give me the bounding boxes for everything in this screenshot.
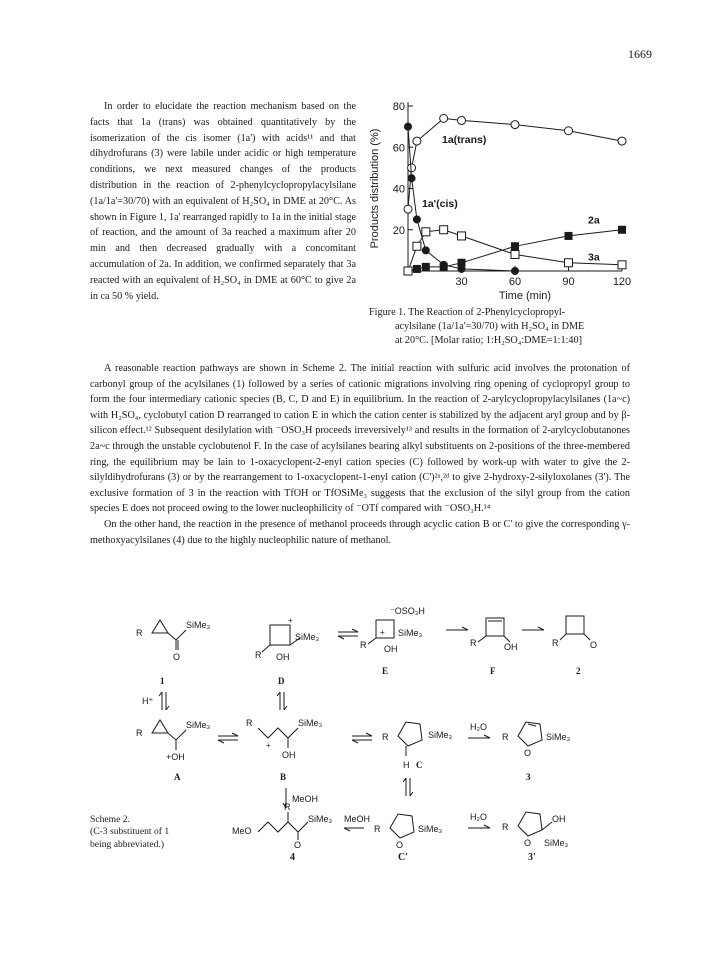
compound-2: [552, 616, 597, 676]
simes-label: SiMe₃: [186, 720, 211, 730]
data-point: [440, 114, 448, 122]
data-point: [565, 232, 573, 240]
compound-D: [255, 616, 320, 686]
label-C: C: [416, 760, 423, 770]
plus-label: +: [380, 628, 385, 637]
o-label: O: [590, 640, 598, 650]
body-paragraph-1: A reasonable reaction pathways are shown in Scheme 2. The initial reaction with sulfuric acid involves the protonation of carbonyl group of the acylsilanes (1) followed by a series of cationic migrations involving ring opening of cyclopropyl group to form the four intermediary cationic species (B, C, D and E) in equilibrium. In the reaction of 2-arylcyclopropylacylsilanes (1a~c) with H₂SO₄, cyclobutyl cation D rearranged to cation E in which the cation center is stabilized by the adjacent aryl group and by β-silicon effect.¹² Subsequent desilylation with ⁻OSO₃H proceeds irreversively¹³ and results in the formation of 2-arylcyclobutanones 2a~c through the unstable cyclobutenol F. In the case of acylsilanes bearing alkyl substituents on 2-positions of the three-membered ring, the equilibrium may be lain to 1-oxacyclopent-2-enyl cation species (C) followed by work-up with water to give the 2-silyldihydrofurans (3) or by the rearrangement to 1-oxacyclopent-1-enyl cation (C')²ᵃ,²ᵈ to give 2-hydroxy-2-silyloxolanes (3'). The exclusive formation of 3 in the reaction with TfOH or TfOSiMe₃ suggests that the exclusion of the silyl group from the cation species E does not proceed owing to the lower nucleophilicity of ⁻OTf compared with ⁻OSO₃H.¹⁴: [90, 363, 630, 515]
o-label: O: [396, 840, 404, 850]
data-point: [618, 137, 626, 145]
h-plus-label: H⁺: [142, 696, 154, 706]
label-E: E: [382, 666, 389, 676]
compound-B: [246, 718, 323, 782]
r-label: R: [502, 822, 509, 832]
body-text: [90, 361, 630, 548]
label-D: D: [278, 676, 285, 686]
data-point: [422, 228, 430, 236]
equilibrium-arrow-vertical: [277, 692, 287, 710]
simes-label: SiMe₃: [298, 718, 323, 728]
o-label: O: [294, 840, 302, 850]
data-point: [511, 242, 519, 250]
r-label: R: [470, 638, 477, 648]
label-3-prime: 3': [528, 852, 536, 863]
oh-label: OH: [276, 652, 290, 662]
label-B: B: [280, 772, 287, 782]
data-point: [565, 127, 573, 135]
simes-label: SiMe₃: [428, 730, 453, 740]
data-point: [458, 116, 466, 124]
data-point: [408, 174, 416, 182]
label-3: 3: [526, 772, 531, 782]
r-label: R: [246, 718, 253, 728]
scheme-2-caption: [90, 814, 200, 851]
r-label: R: [382, 732, 389, 742]
r-label: R: [374, 824, 381, 834]
page-number: 1669: [628, 47, 652, 61]
r-label: R: [136, 728, 143, 738]
data-point: [404, 205, 412, 213]
body-paragraph-2: On the other hand, the reaction in the presence of methanol proceeds through acyclic cation B or C' to give the corresponding γ-methoxyacylsilanes (4) due to the highly nucleophilic nature of methanol.: [90, 518, 630, 546]
simes-label: SiMe₃: [308, 814, 333, 824]
data-point: [422, 263, 430, 271]
data-point: [458, 232, 466, 240]
series-label: 2a: [588, 214, 600, 227]
r-label: R: [255, 650, 262, 660]
figure-caption-line-1: Figure 1. The Reaction of 2-Phenylcyclopropyl-: [369, 307, 566, 318]
figure-1: [360, 96, 630, 362]
h2o-label: H₂O: [470, 722, 487, 732]
reaction-arrow: [468, 825, 490, 828]
meo-label: MeO: [232, 826, 252, 836]
plus-label: +: [266, 741, 271, 750]
data-point: [440, 226, 448, 234]
simes-label: SiMe₃: [418, 824, 443, 834]
data-point: [422, 246, 430, 254]
data-point: [458, 259, 466, 267]
o-label: O: [524, 838, 532, 848]
y-axis-label: Products distribution (%): [369, 128, 381, 249]
scheme-caption-line-3: being abbreviated.): [90, 838, 165, 850]
equilibrium-arrow-vertical: [403, 778, 413, 796]
y-tick-label: 60: [392, 142, 405, 155]
y-tick-label: 40: [392, 183, 405, 196]
simes-label: SiMe₃: [295, 632, 320, 642]
compound-1: [136, 620, 211, 686]
data-point: [511, 121, 519, 129]
scheme-caption-line-2: (C-3 substituent of 1: [90, 826, 170, 838]
data-point: [618, 261, 626, 269]
reaction-arrow: [468, 735, 490, 738]
equilibrium-arrow: [352, 733, 372, 743]
r-label: R: [552, 638, 559, 648]
reaction-arrow: [446, 627, 468, 630]
oh-label: OH: [552, 814, 566, 824]
meoh-label: MeOH: [344, 814, 371, 824]
r-label: R: [360, 640, 367, 650]
figure-caption-line-3: at 20°C. [Molar ratio; 1:H₂SO₄:DME=1:1:40]: [395, 335, 582, 346]
simes-label: SiMe₃: [398, 628, 423, 638]
h2o-label: H₂O: [470, 812, 487, 822]
x-tick-label: 90: [562, 276, 575, 288]
label-F: F: [490, 666, 496, 676]
data-point: [618, 226, 626, 234]
x-tick-label: 120: [612, 276, 632, 288]
y-tick-label: 20: [392, 224, 405, 237]
label-1: 1: [160, 676, 165, 686]
data-point: [511, 251, 519, 259]
figure-1-caption: [369, 306, 625, 348]
plus-label: +: [288, 616, 293, 625]
compound-C: [382, 722, 453, 770]
r-label: R: [136, 628, 143, 638]
compound-A: [136, 720, 211, 782]
r-label: R: [284, 802, 291, 812]
equilibrium-arrow-vertical: [159, 692, 169, 710]
label-A: A: [174, 772, 181, 782]
left-column-text: [90, 99, 356, 304]
o-label: O: [524, 748, 532, 758]
data-point: [511, 267, 519, 275]
label-C-prime: C': [398, 852, 408, 863]
data-point: [413, 265, 421, 273]
osoh-label: ⁻OSO₃H: [390, 606, 425, 616]
series-line-1a(trans): [408, 118, 622, 209]
x-tick-label: 60: [508, 276, 522, 288]
data-point: [404, 267, 412, 275]
reaction-arrow: [344, 828, 364, 831]
x-tick-label: 30: [455, 276, 468, 288]
reaction-arrow: [522, 627, 544, 630]
compound-3: [502, 722, 571, 782]
data-point: [440, 263, 448, 271]
scheme-2-drawing: [90, 600, 630, 850]
data-point: [565, 259, 573, 267]
series-label: 3a: [588, 251, 600, 264]
r-label: R: [502, 732, 509, 742]
h-label: H: [403, 760, 410, 770]
compound-C-prime: [374, 814, 443, 850]
compound-F: [470, 618, 518, 676]
oh-label: OH: [504, 642, 518, 652]
equilibrium-arrow: [218, 733, 238, 743]
oh-label: OH: [282, 750, 296, 760]
oh-label: OH: [384, 644, 398, 654]
y-tick-label: 80: [392, 101, 405, 113]
plus-oh-label: +OH: [166, 752, 185, 762]
figure-1-chart: [360, 96, 630, 306]
o-label: O: [173, 652, 181, 662]
series-label: 1a(trans): [442, 134, 487, 147]
data-point: [413, 242, 421, 250]
scheme-2: [90, 600, 630, 850]
simes-label: SiMe₃: [546, 732, 571, 742]
label-2: 2: [576, 666, 581, 676]
simes-label: SiMe₃: [186, 620, 211, 630]
meoh-label: MeOH: [292, 794, 319, 804]
scheme-caption-line-1: Scheme 2.: [90, 814, 130, 825]
simes-label: SiMe₃: [544, 838, 569, 848]
series-label: 1a'(cis): [422, 198, 458, 211]
data-point: [413, 137, 421, 145]
label-4: 4: [290, 852, 295, 863]
equilibrium-arrow: [338, 629, 358, 639]
data-point: [413, 215, 421, 223]
intro-paragraph: In order to elucidate the reaction mechanism based on the facts that 1a (trans) was obtained quantitatively by the isomerization of the cis isomer (1a') with acids¹¹ and that dihydrofurans (3) were labile under acidic or high temperature conditions, we next measured changes of the products distribution in the reaction of 2-phenylcyclopropylacylsilane (1a/1a'=30/70) with an equivalent of H₂SO₄ in DME at 20°C. As shown in Figure 1, 1a' rearranged rapidly to 1a in the initial stage of reaction, and the amount of 3a reached a maximum after 20 min and then decreased gradually with a concomitant accumulation of 2a. In addition, we confirmed separately that 3a reacted with an equivalent of H₂SO₄ in DME at 60°C to give 2a in ca 50 % yield.: [90, 101, 356, 302]
compound-3-prime: [502, 812, 569, 848]
data-point: [404, 123, 412, 131]
compound-4: [232, 802, 333, 850]
x-axis-label: Time (min): [498, 290, 552, 302]
figure-caption-line-2: acylsilane (1a/1a'=30/70) with H₂SO₄ in DME: [395, 321, 585, 332]
compound-E: [360, 606, 425, 676]
